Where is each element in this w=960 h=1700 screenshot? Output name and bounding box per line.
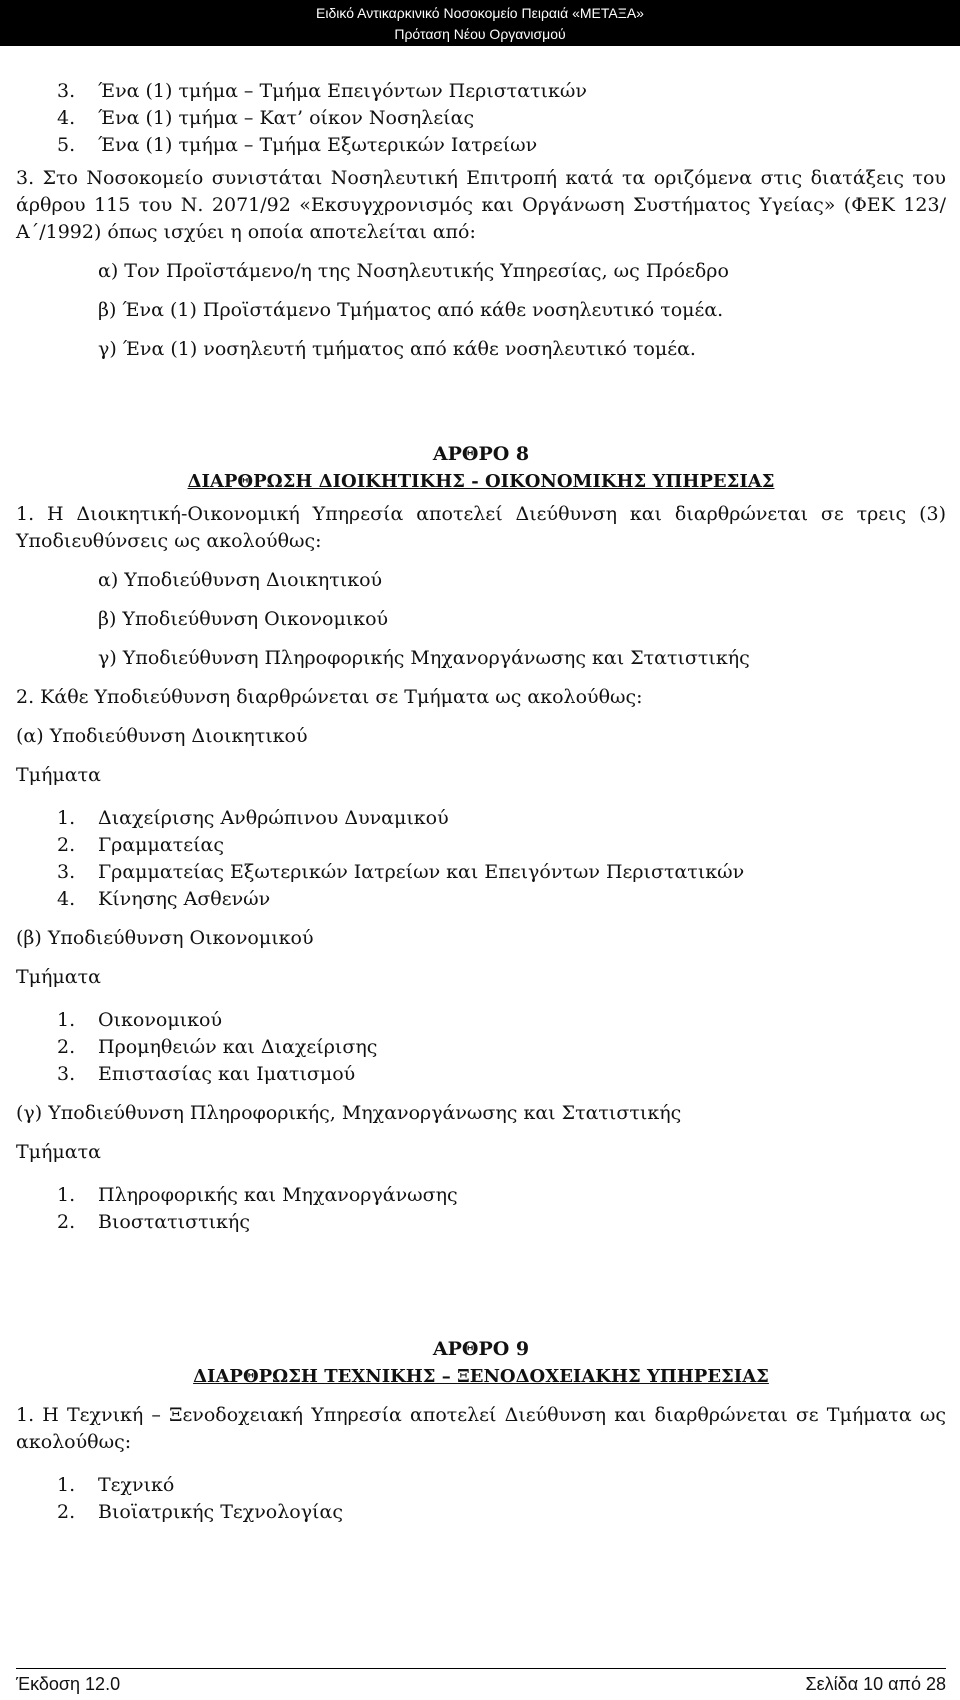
list-item: 2. Προμηθειών και Διαχείρισης (57, 1036, 378, 1058)
subdirectorate-item: β) Υποδιεύθυνση Οικονομικού (98, 608, 389, 630)
group-label: Τμήματα (16, 764, 101, 786)
top-list (16, 78, 946, 159)
header-hospital-name: Ειδικό Αντικαρκινικό Νοσοκομείο Πειραιά «ΜΕΤΑΞΑ» (316, 5, 644, 21)
list-item: 2. Βιοστατιστικής (57, 1211, 250, 1233)
page-header (0, 0, 960, 46)
nursing-item: α) Τον Προϊστάμενο/η της Νοσηλευτικής Υπηρεσίας, ως Πρόεδρο (98, 260, 729, 282)
group-heading: (γ) Υποδιεύθυνση Πληροφορικής, Μηχανοργάνωσης και Στατιστικής (16, 1102, 682, 1124)
list-item: 1. Διαχείρισης Ανθρώπινου Δυναμικού (57, 807, 449, 829)
article-8-title: ΔΙΑΡΘΡΩΣΗ ΔΙΟΙΚΗΤΙΚΗΣ - ΟΙΚΟΝΟΜΙΚΗΣ ΥΠΗΡΕΣΙΑΣ (187, 471, 775, 492)
article-9-paragraph-1: 1. Η Τεχνική – Ξενοδοχειακή Υπηρεσία αποτελεί Διεύθυνση και διαρθρώνεται σε Τμήματα ως ακολούθως: (16, 1404, 946, 1453)
group-label: Τμήματα (16, 1141, 101, 1163)
footer-edition: Έκδοση 12.0 (16, 1674, 121, 1694)
footer-page-number: Σελίδα 10 από 28 (805, 1674, 946, 1694)
article-9-number: ΑΡΘΡΟ 9 (432, 1338, 530, 1360)
article-8-paragraph-1: 1. Η Διοικητική-Οικονομική Υπηρεσία αποτελεί Διεύθυνση και διαρθρώνεται σε τρεις (3) Υποδιευθύνσεις ως ακολούθως: (16, 503, 946, 552)
list-item: 4. Κίνησης Ασθενών (57, 888, 271, 910)
group-heading: (β) Υποδιεύθυνση Οικονομικού (16, 927, 314, 949)
header-document-title: Πρόταση Νέου Οργανισμού (394, 26, 566, 42)
page-content (16, 78, 946, 1526)
nursing-item: γ) Ένα (1) νοσηλευτή τμήματος από κάθε νοσηλευτικό τομέα. (98, 338, 696, 360)
list-item: 5. Ένα (1) τμήμα – Τμήμα Εξωτερικών Ιατρείων (57, 134, 538, 156)
list-item: 1. Πληροφορικής και Μηχανοργάνωσης (57, 1184, 458, 1206)
page-footer (16, 1668, 946, 1696)
list-item: 4. Ένα (1) τμήμα – Κατ’ οίκον Νοσηλείας (57, 107, 475, 129)
list-item: 2. Βιοϊατρικής Τεχνολογίας (57, 1501, 343, 1523)
list-item: 3. Ένα (1) τμήμα – Τμήμα Επειγόντων Περιστατικών (57, 80, 587, 102)
article-8-number: ΑΡΘΡΟ 8 (432, 443, 530, 465)
group-label: Τμήματα (16, 966, 101, 988)
article-8-paragraph-2: 2. Κάθε Υποδιεύθυνση διαρθρώνεται σε Τμήματα ως ακολούθως: (16, 686, 643, 708)
nursing-item: β) Ένα (1) Προϊστάμενο Τμήματος από κάθε νοσηλευτικό τομέα. (98, 299, 724, 321)
nursing-committee-paragraph: 3. Στο Νοσοκομείο συνιστάται Νοσηλευτική Επιτροπή κατά τα οριζόμενα στις διατάξεις του άρθρου 115 του Ν. 2071/92 «Εκσυγχρονισμός και Οργάνωση Συστήματος Υγείας» (ΦΕΚ 123/Α΄/1992) όπως ισχύει η οποία αποτελείται από: (16, 167, 946, 243)
list-item: 2. Γραμματείας (57, 834, 224, 856)
list-item: 1. Οικονομικού (57, 1009, 222, 1031)
article-9-title: ΔΙΑΡΘΡΩΣΗ ΤΕΧΝΙΚΗΣ – ΞΕΝΟΔΟΧΕΙΑΚΗΣ ΥΠΗΡΕΣΙΑΣ (193, 1366, 769, 1387)
list-item: 3. Επιστασίας και Ιματισμού (57, 1063, 356, 1085)
group-heading: (α) Υποδιεύθυνση Διοικητικού (16, 725, 308, 747)
subdirectorate-item: γ) Υποδιεύθυνση Πληροφορικής Μηχανοργάνωσης και Στατιστικής (98, 647, 750, 669)
list-item: 1. Τεχνικό (57, 1474, 175, 1496)
subdirectorate-item: α) Υποδιεύθυνση Διοικητικού (98, 569, 383, 591)
list-item: 3. Γραμματείας Εξωτερικών Ιατρείων και Επειγόντων Περιστατικών (57, 861, 745, 883)
